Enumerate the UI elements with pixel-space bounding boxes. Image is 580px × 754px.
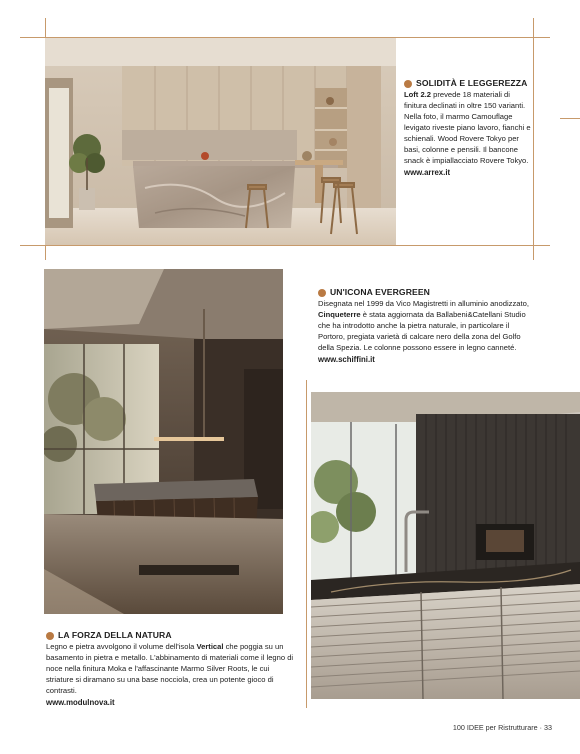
section-solidita: [404, 78, 534, 178]
section-body: Loft 2.2 prevede 18 materiali di finitura declinati in oltre 150 varianti. Nella foto, il marmo Camouflage levigato riveste piano lavoro, fianchi e schienali. Wood Rovere Tokyo per basi, colonne e pensili. Il bancone snack è impiallacciato Rovere Tokyo.: [404, 90, 531, 165]
product-name: Loft 2.2: [404, 90, 432, 99]
section-body: Disegnata nel 1999 da Vico Magistretti in alluminio anodizzato, Cinqueterre è stata aggiornata da Ballabeni&Catellani Studio che ha introdotto anche la pietra naturale, in particolare il Portoro, pregiata varietà di calcare nero della zona del Golfo della Spezia. Le colonne possono essere in legno canneté.: [318, 299, 529, 352]
section-body: Legno e pietra avvolgono il volume dell'isola Vertical che poggia su un basamento in pietra e metallo. L'abbinamento di materiali come il legno di noce nella finitura Moka e l'affascinante Marmo Silver Roots, le cui striature si diramano su una base nocciola, crea un potente gioco di contrasti.: [46, 642, 294, 695]
kitchen-photo-vertical: [44, 269, 283, 614]
bullet-dot-icon: [46, 632, 54, 640]
page-folio: 100 IDEE per Ristrutturare · 33: [452, 723, 552, 732]
product-name: Cinqueterre: [318, 310, 361, 319]
product-name: Vertical: [196, 642, 224, 651]
brand-link[interactable]: www.schiffini.it: [318, 355, 375, 364]
crop-line-mid: [306, 380, 307, 708]
brand-link[interactable]: www.modulnova.it: [46, 698, 115, 707]
section-forza: [46, 630, 296, 708]
kitchen-photo-cinqueterre: [311, 392, 580, 699]
crop-line-edge: [560, 118, 580, 119]
crop-line-bottom: [20, 245, 550, 246]
bullet-dot-icon: [318, 289, 326, 297]
brand-link[interactable]: www.arrex.it: [404, 168, 451, 177]
section-icona: [318, 287, 533, 365]
section-heading: SOLIDITÀ E LEGGEREZZA: [404, 78, 534, 89]
section-heading: LA FORZA DELLA NATURA: [46, 630, 296, 641]
kitchen-photo-loft: [45, 38, 396, 245]
section-heading: UN'ICONA EVERGREEN: [318, 287, 533, 298]
bullet-dot-icon: [404, 80, 412, 88]
